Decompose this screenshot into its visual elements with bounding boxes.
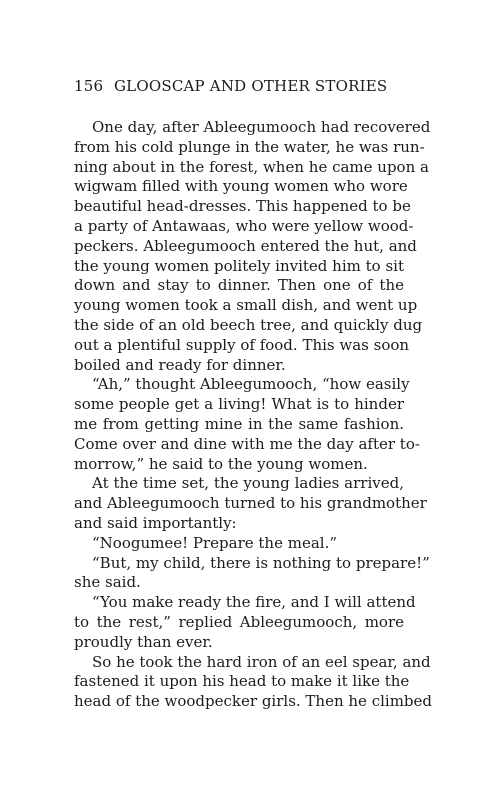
text-line: to the rest,” replied Ableegumooch, more [74,612,404,631]
text-line: the side of an old beech tree, and quickly dug [74,315,423,334]
text-line: fastened it upon his head to make it like the [74,672,410,691]
text-line: and said importantly: [74,513,237,532]
text-line: “Noogumee! Prepare the meal.” [92,533,338,552]
text-line: beautiful head-dresses. This happened to be [74,197,411,216]
text-line: some people get a living! What is to hinder [74,395,404,414]
paragraph [74,652,433,712]
text-line: proudly than ever. [74,632,213,651]
text-line: “You make ready the fire, and I will attend [92,593,416,612]
text-line: So he took the hard iron of an eel spear, and [92,652,431,671]
text-line: At the time set, the young ladies arrived, [92,474,404,493]
body-text [74,118,433,712]
paragraph [74,375,420,474]
text-line: peckers. Ableegumooch entered the hut, and [74,236,417,255]
paragraph [74,534,404,554]
text-line: down and stay to dinner. Then one of the [74,276,404,295]
paragraph [74,593,416,652]
page-number: 156 [74,77,104,95]
text-line: young women took a small dish, and went up [74,296,418,315]
paragraph [74,553,430,594]
text-line: ning about in the forest, when he came upon a [74,157,429,176]
text-line: the young women politely invited him to sit [74,256,404,275]
text-line: wigwam filled with young women who wore [74,177,408,196]
text-line: One day, after Ableegumooch had recovered [92,118,431,136]
page-header [74,76,404,96]
text-line: me from getting mine in the same fashion. [74,414,404,433]
text-line: “Ah,” thought Ableegumooch, “how easily [92,375,410,394]
text-line: from his cold plunge in the water, he was run- [74,137,425,156]
text-line: Come over and dine with me the day after to- [74,434,420,453]
text-line: head of the woodpecker girls. Then he climbed [74,692,433,711]
text-line: “But, my child, there is nothing to prepare!” [92,553,430,572]
text-line: a party of Antawaas, who were yellow wood- [74,216,414,235]
text-line: boiled and ready for dinner. [74,355,286,374]
text-line: out a plentiful supply of food. This was soon [74,335,410,354]
text-line: she said. [74,573,141,592]
text-line: and Ableegumooch turned to his grandmother [74,494,427,513]
running-title: GLOOSCAP AND OTHER STORIES [114,77,388,95]
paragraph [74,474,427,533]
text-line: morrow,” he said to the young women. [74,454,368,473]
paragraph [74,118,431,375]
